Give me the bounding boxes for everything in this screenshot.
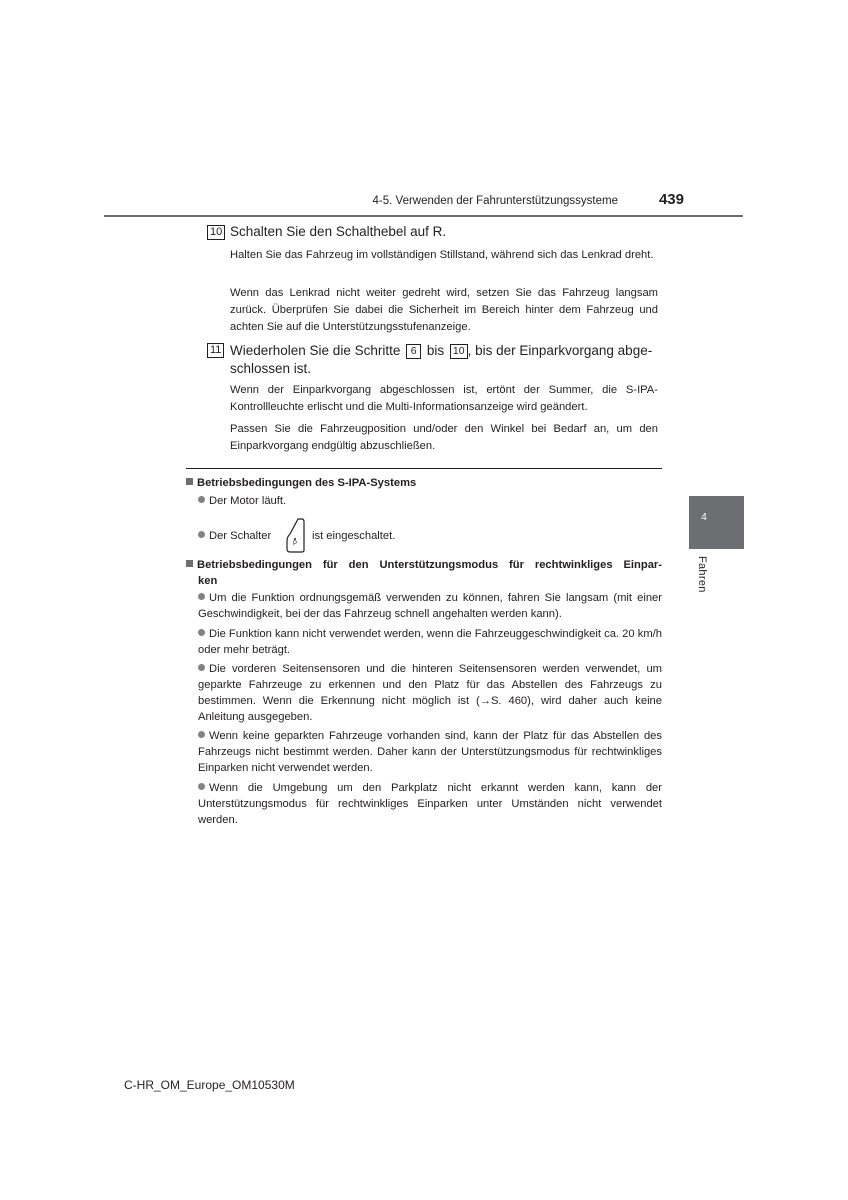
header-rule bbox=[104, 215, 743, 217]
s-ipa-switch-icon bbox=[282, 517, 308, 553]
step-ref-10: 10 bbox=[450, 344, 468, 359]
section-divider bbox=[186, 468, 662, 469]
step-10-title: Schalten Sie den Schalthebel auf R. bbox=[230, 224, 447, 239]
step-10-paragraph-2: Wenn das Lenkrad nicht weiter gedreht wird, setzen Sie das Fahrzeug langsam zurück. Überprüfen Sie dabei die Sicherheit im Bereich hinter dem Fahrzeug und achten Sie auf die Unterstützungsstufenanzeige. bbox=[230, 287, 658, 333]
step-11-title-prefix: Wiederholen Sie die Schritte bbox=[230, 343, 401, 358]
round-bullet-icon bbox=[198, 593, 205, 600]
document-code: C-HR_OM_Europe_OM10530M bbox=[124, 1078, 295, 1092]
section-2-bullet-4: Wenn keine geparkten Fahrzeuge vorhanden sind, kann der Platz für das Abstellen des Fahrzeugs nicht bestimmt werden. Daher kann der Unterstützungsmodus für rechtwinkliges Einparken nicht verwendet werden. bbox=[198, 730, 662, 774]
round-bullet-icon bbox=[198, 664, 205, 671]
step-11-title bbox=[230, 342, 662, 360]
round-bullet-icon bbox=[198, 629, 205, 636]
step-ref-6: 6 bbox=[406, 344, 421, 359]
step-number-10: 10 bbox=[207, 222, 225, 240]
step-11-paragraph-1: Wenn der Einparkvorgang abgeschlossen ist, ertönt der Summer, die S-IPA-Kontrollleuchte erlischt und die Multi-Informationsanzeige wird geändert. bbox=[230, 384, 658, 413]
section-title: 4-5. Verwenden der Fahrunterstützungssysteme bbox=[372, 195, 618, 207]
step-11-title-suffix: , bis der Einparkvorgang abge- bbox=[467, 343, 653, 358]
section-2-heading: Betriebsbedingungen für den Unterstützungsmodus für rechtwinkliges Einpar- bbox=[186, 557, 662, 573]
section-2-bullet-5: Wenn die Umgebung um den Parkplatz nicht erkannt werden kann, kann der Unterstützungsmodus für rechtwinkliges Einparken unter Umständen nicht verwendet werden. bbox=[198, 782, 662, 826]
step-11-title-line2: schlossen ist. bbox=[230, 361, 312, 376]
section-2-heading-line2: ken bbox=[198, 575, 218, 587]
section-2-bullet-3: Die vorderen Seitensensoren und die hinteren Seitensensoren werden verwendet, um geparkte Fahrzeuge zu erkennen und den Platz für das Abstellen des Fahrzeugs zu bestimmen. Wenn die Erkennung nicht möglich ist (→S. 460), wird daher auch keine Anleitung ausgegeben. bbox=[198, 663, 662, 723]
section-1-bullet-2-suffix: ist eingeschaltet. bbox=[312, 530, 396, 542]
square-bullet-icon bbox=[186, 560, 193, 567]
step-10-paragraph-1: Halten Sie das Fahrzeug im vollständigen Stillstand, während sich das Lenkrad dreht. bbox=[230, 249, 654, 261]
section-1-bullet-2: Der Schalter bbox=[198, 528, 271, 544]
section-1-heading: Betriebsbedingungen des S-IPA-Systems bbox=[186, 475, 662, 491]
section-2-bullet-1: Um die Funktion ordnungsgemäß verwenden zu können, fahren Sie langsam (mit einer Geschwindigkeit, bei der das Fahrzeug schnell angehalten werden kann). bbox=[198, 592, 662, 620]
round-bullet-icon bbox=[198, 731, 205, 738]
step-11-title-middle: bis bbox=[426, 343, 445, 358]
round-bullet-icon bbox=[198, 783, 205, 790]
step-11-paragraph-2: Passen Sie die Fahrzeugposition und/oder den Winkel bei Bedarf an, um den Einparkvorgang endgültig abzuschließen. bbox=[230, 423, 658, 452]
round-bullet-icon bbox=[198, 531, 205, 538]
chapter-label: Fahren bbox=[696, 556, 708, 593]
section-2-bullet-2: Die Funktion kann nicht verwendet werden, wenn die Fahrzeuggeschwindigkeit ca. 20 km/h oder mehr beträgt. bbox=[198, 628, 662, 656]
round-bullet-icon bbox=[198, 496, 205, 503]
square-bullet-icon bbox=[186, 478, 193, 485]
page-number: 439 bbox=[658, 191, 684, 208]
section-1-bullet-1: Der Motor läuft. bbox=[198, 493, 286, 509]
chapter-number: 4 bbox=[701, 512, 707, 523]
step-number-11: 11 bbox=[207, 340, 224, 358]
svg-text:P: P bbox=[293, 541, 298, 547]
